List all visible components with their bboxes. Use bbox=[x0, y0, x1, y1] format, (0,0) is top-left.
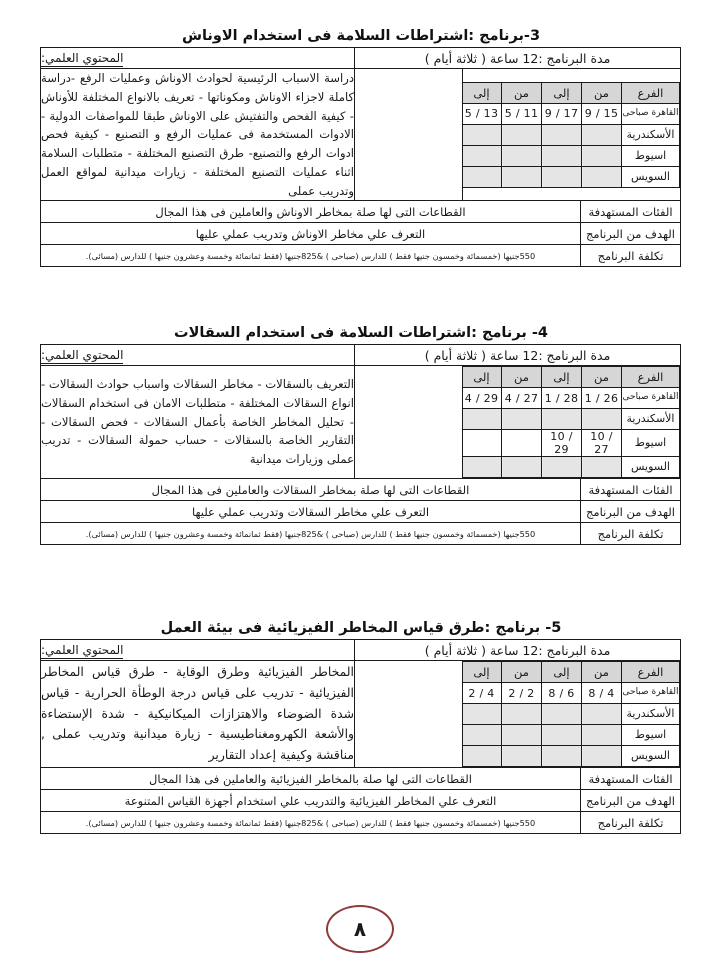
schedule-date-cell bbox=[502, 124, 542, 145]
program-info-row bbox=[41, 223, 681, 245]
content-heading-label: المحتوي العلمي: bbox=[41, 643, 124, 657]
schedule-spacer-cell bbox=[355, 661, 463, 768]
header-from-1: من bbox=[582, 367, 622, 388]
header-from-1: من bbox=[582, 662, 622, 683]
schedule-date-cell bbox=[462, 457, 502, 478]
schedule-date-cell bbox=[502, 704, 542, 725]
schedule-row bbox=[462, 124, 680, 145]
schedule-date-cell bbox=[502, 746, 542, 767]
schedule-date-cell: 1 / 26 bbox=[582, 388, 622, 409]
schedule-date-cell bbox=[582, 145, 622, 166]
schedule-date-cell bbox=[582, 409, 622, 430]
label-objective: الهدف من البرنامج bbox=[581, 501, 681, 523]
schedule-row bbox=[462, 457, 680, 478]
schedule-date-cell bbox=[542, 704, 582, 725]
scientific-content-text: المخاطر الفيزيائية وطرق الوقاية - طرق قياس المخاطر الفيزيائية - تدريب على قياس درجة الوطأة الحرارية - قياس شدة الضوضاء والاهتزازات الميكانيكية - شدة الإستضاءة والأشعة الكهرومغناطيسية - زيارة ميدانية وتدريب عملى , مناقشة وكيفية إعداد التقارير bbox=[41, 661, 355, 768]
branch-name-cell: السويس bbox=[622, 746, 680, 767]
scientific-content-text: التعريف بالسقالات - مخاطر السقالات واسباب حوادث السقالات - انواع السقالات المختلفة - متطلبات الامان فى استخدام السقالات - تحليل المخاطر الخاصة بأعمال السقالات - فحص السقالات - التقارير الخاصة بالسقالات - حساب حمولة السقالات - تدريب عملى وزيارات ميدانية bbox=[41, 366, 355, 479]
schedule-table bbox=[461, 366, 680, 478]
header-from-2: من bbox=[502, 662, 542, 683]
value-cost: 550جنيها (خمسمائة وخمسون جنيها فقط ) للدارس (صباحى ) &825جنيها (فقط ثمانمائة وخمسة وعشرون جنيها ) للدارس (مسائى). bbox=[41, 812, 581, 834]
value-objective: التعرف علي المخاطر الفيزيائية والتدريب علي استخدام أجهزة القياس المتنوعة bbox=[41, 790, 581, 812]
schedule-row bbox=[462, 388, 680, 409]
schedule-date-cell bbox=[542, 124, 582, 145]
branch-name-cell: الأسكندرية bbox=[622, 409, 680, 430]
content-heading-cell bbox=[41, 345, 355, 366]
schedule-row bbox=[462, 725, 680, 746]
branch-name-cell: اسيوط bbox=[622, 725, 680, 746]
scientific-content-text: دراسة الاسباب الرئيسية لحوادث الاوناش وعمليات الرفع -دراسة كاملة لاجزاء الاوناش ومكوناتها - تعريف بالانواع المختلفة للأوناش - كيفية الفحص والتفتيش على الاوناش طبقا للمواصفات الدولية - الادوات المستخدمة فى عمليات الرفع و التصنيع - كيفية فحص ادوات الرفع والتصنيع- طرق التصنيع المختلفة - متطلبات السلامة اثناء عمليات التصنيع المختلفة - زيارات ميدانية لمواقع العمل وتدريب عملى bbox=[41, 69, 355, 201]
value-target-groups: القطاعات التى لها صلة بمخاطر السقالات والعاملين فى هذا المجال bbox=[41, 479, 581, 501]
schedule-date-cell bbox=[582, 746, 622, 767]
schedule-date-cell: 9 / 17 bbox=[542, 103, 582, 124]
program-duration: مدة البرنامج :12 ساعة ( ثلاثة أيام ) bbox=[355, 640, 681, 661]
header-to-1: إلى bbox=[542, 662, 582, 683]
schedule-grid-cell bbox=[463, 661, 681, 768]
schedule-date-cell: 5 / 11 bbox=[502, 103, 542, 124]
program-header-row bbox=[41, 640, 681, 661]
branch-name-cell: القاهرة صباحى bbox=[622, 388, 680, 409]
header-to-2: إلى bbox=[462, 82, 502, 103]
value-objective: التعرف علي مخاطر الاوناش وتدريب عملي عليها bbox=[41, 223, 581, 245]
schedule-row bbox=[462, 409, 680, 430]
program-body-row bbox=[41, 366, 681, 479]
schedule-row bbox=[462, 166, 680, 187]
schedule-date-cell bbox=[542, 145, 582, 166]
program-info-row bbox=[41, 790, 681, 812]
program-duration: مدة البرنامج :12 ساعة ( ثلاثة أيام ) bbox=[355, 345, 681, 366]
schedule-date-cell bbox=[462, 704, 502, 725]
header-to-1: إلى bbox=[542, 367, 582, 388]
header-to-2: إلى bbox=[462, 367, 502, 388]
schedule-date-cell: 9 / 15 bbox=[582, 103, 622, 124]
program-info-row bbox=[41, 523, 681, 545]
page-number-text: ٨ bbox=[353, 917, 367, 941]
schedule-header-row bbox=[462, 662, 680, 683]
schedule-date-cell bbox=[542, 457, 582, 478]
label-objective: الهدف من البرنامج bbox=[581, 790, 681, 812]
program-block bbox=[41, 620, 681, 834]
schedule-date-cell bbox=[542, 746, 582, 767]
schedule-date-cell bbox=[502, 725, 542, 746]
schedule-row bbox=[462, 704, 680, 725]
program-table bbox=[40, 47, 681, 267]
schedule-date-cell bbox=[462, 166, 502, 187]
schedule-grid-cell bbox=[463, 366, 681, 479]
label-cost: تكلفة البرنامج bbox=[581, 812, 681, 834]
label-target-groups: الفئات المستهدفة bbox=[581, 768, 681, 790]
value-objective: التعرف علي مخاطر السقالات وتدريب عملي عليها bbox=[41, 501, 581, 523]
branch-name-cell: القاهرة صباحى bbox=[622, 103, 680, 124]
label-target-groups: الفئات المستهدفة bbox=[581, 201, 681, 223]
schedule-date-cell bbox=[582, 457, 622, 478]
header-branch: الفرع bbox=[622, 662, 680, 683]
value-target-groups: القطاعات التى لها صلة بمخاطر الاوناش والعاملين فى هذا المجال bbox=[41, 201, 581, 223]
schedule-date-cell bbox=[542, 409, 582, 430]
schedule-header-row bbox=[462, 82, 680, 103]
value-cost: 550جنيها (خمسمائة وخمسون جنيها فقط ) للدارس (صباحى ) &825جنيها (فقط ثمانمائة وخمسة وعشرون جنيها ) للدارس (مسائى). bbox=[41, 523, 581, 545]
schedule-date-cell bbox=[542, 166, 582, 187]
program-body-row bbox=[41, 69, 681, 201]
program-info-row bbox=[41, 245, 681, 267]
schedule-date-cell bbox=[502, 430, 542, 457]
schedule-date-cell bbox=[462, 145, 502, 166]
schedule-row bbox=[462, 683, 680, 704]
program-info-row bbox=[41, 501, 681, 523]
schedule-date-cell: 8 / 4 bbox=[582, 683, 622, 704]
program-table bbox=[40, 639, 681, 834]
content-heading-cell bbox=[41, 640, 355, 661]
content-heading-label: المحتوي العلمي: bbox=[41, 348, 124, 362]
value-cost: 550جنيها (خمسمائة وخمسون جنيها فقط ) للدارس (صباحى ) &825جنيها (فقط ثمانمائة وخمسة وعشرون جنيها ) للدارس (مسائى). bbox=[41, 245, 581, 267]
schedule-date-cell: 2 / 2 bbox=[502, 683, 542, 704]
content-heading-cell bbox=[41, 48, 355, 69]
schedule-table bbox=[461, 82, 680, 188]
schedule-row bbox=[462, 145, 680, 166]
header-branch: الفرع bbox=[622, 82, 680, 103]
branch-name-cell: الأسكندرية bbox=[622, 124, 680, 145]
program-block bbox=[41, 28, 681, 267]
header-from-1: من bbox=[582, 82, 622, 103]
schedule-date-cell: 5 / 13 bbox=[462, 103, 502, 124]
program-block bbox=[41, 325, 681, 545]
value-target-groups: القطاعات التى لها صلة بالمخاطر الفيزيائية والعاملين فى هذا المجال bbox=[41, 768, 581, 790]
branch-name-cell: السويس bbox=[622, 166, 680, 187]
page-number-badge bbox=[326, 905, 394, 953]
schedule-date-cell bbox=[582, 124, 622, 145]
schedule-date-cell bbox=[502, 457, 542, 478]
schedule-date-cell bbox=[462, 746, 502, 767]
schedule-date-cell bbox=[582, 725, 622, 746]
schedule-row bbox=[462, 103, 680, 124]
schedule-date-cell bbox=[502, 166, 542, 187]
label-cost: تكلفة البرنامج bbox=[581, 245, 681, 267]
schedule-date-cell bbox=[462, 409, 502, 430]
header-to-2: إلى bbox=[462, 662, 502, 683]
schedule-date-cell bbox=[542, 725, 582, 746]
schedule-date-cell bbox=[462, 124, 502, 145]
program-info-row bbox=[41, 201, 681, 223]
schedule-spacer-cell bbox=[355, 366, 463, 479]
header-branch: الفرع bbox=[622, 367, 680, 388]
program-info-row bbox=[41, 768, 681, 790]
branch-name-cell: اسيوط bbox=[622, 430, 680, 457]
program-duration: مدة البرنامج :12 ساعة ( ثلاثة أيام ) bbox=[355, 48, 681, 69]
header-to-1: إلى bbox=[542, 82, 582, 103]
schedule-header-row bbox=[462, 367, 680, 388]
schedule-table bbox=[461, 661, 680, 767]
label-cost: تكلفة البرنامج bbox=[581, 523, 681, 545]
branch-name-cell: السويس bbox=[622, 457, 680, 478]
schedule-spacer-cell bbox=[355, 69, 463, 201]
program-title: 3-برنامج :اشتراطات السلامة فى استخدام الاوناش bbox=[181, 28, 541, 44]
schedule-row bbox=[462, 430, 680, 457]
schedule-date-cell bbox=[582, 704, 622, 725]
schedule-date-cell bbox=[502, 409, 542, 430]
schedule-grid-cell bbox=[463, 69, 681, 201]
schedule-date-cell bbox=[462, 430, 502, 457]
branch-name-cell: اسيوط bbox=[622, 145, 680, 166]
header-from-2: من bbox=[502, 82, 542, 103]
branch-name-cell: الأسكندرية bbox=[622, 704, 680, 725]
schedule-date-cell bbox=[582, 166, 622, 187]
schedule-date-cell: 4 / 27 bbox=[502, 388, 542, 409]
schedule-date-cell bbox=[462, 725, 502, 746]
program-header-row bbox=[41, 345, 681, 366]
header-from-2: من bbox=[502, 367, 542, 388]
branch-name-cell: القاهرة صباحى bbox=[622, 683, 680, 704]
schedule-date-cell: 10 / 27 bbox=[582, 430, 622, 457]
schedule-date-cell: 10 / 29 bbox=[542, 430, 582, 457]
program-info-row bbox=[41, 812, 681, 834]
schedule-date-cell: 2 / 4 bbox=[462, 683, 502, 704]
program-header-row bbox=[41, 48, 681, 69]
program-title: 5- برنامج :طرق قياس المخاطر الفيزيائية فى بيئة العمل bbox=[160, 620, 562, 636]
label-target-groups: الفئات المستهدفة bbox=[581, 479, 681, 501]
schedule-date-cell: 4 / 29 bbox=[462, 388, 502, 409]
schedule-date-cell: 1 / 28 bbox=[542, 388, 582, 409]
content-heading-label: المحتوي العلمي: bbox=[41, 51, 124, 65]
program-table bbox=[40, 344, 681, 545]
schedule-date-cell: 8 / 6 bbox=[542, 683, 582, 704]
schedule-date-cell bbox=[502, 145, 542, 166]
program-info-row bbox=[41, 479, 681, 501]
program-title: 4- برنامج :اشتراطات السلامة فى استخدام السقالات bbox=[174, 325, 548, 341]
label-objective: الهدف من البرنامج bbox=[581, 223, 681, 245]
program-body-row bbox=[41, 661, 681, 768]
schedule-row bbox=[462, 746, 680, 767]
